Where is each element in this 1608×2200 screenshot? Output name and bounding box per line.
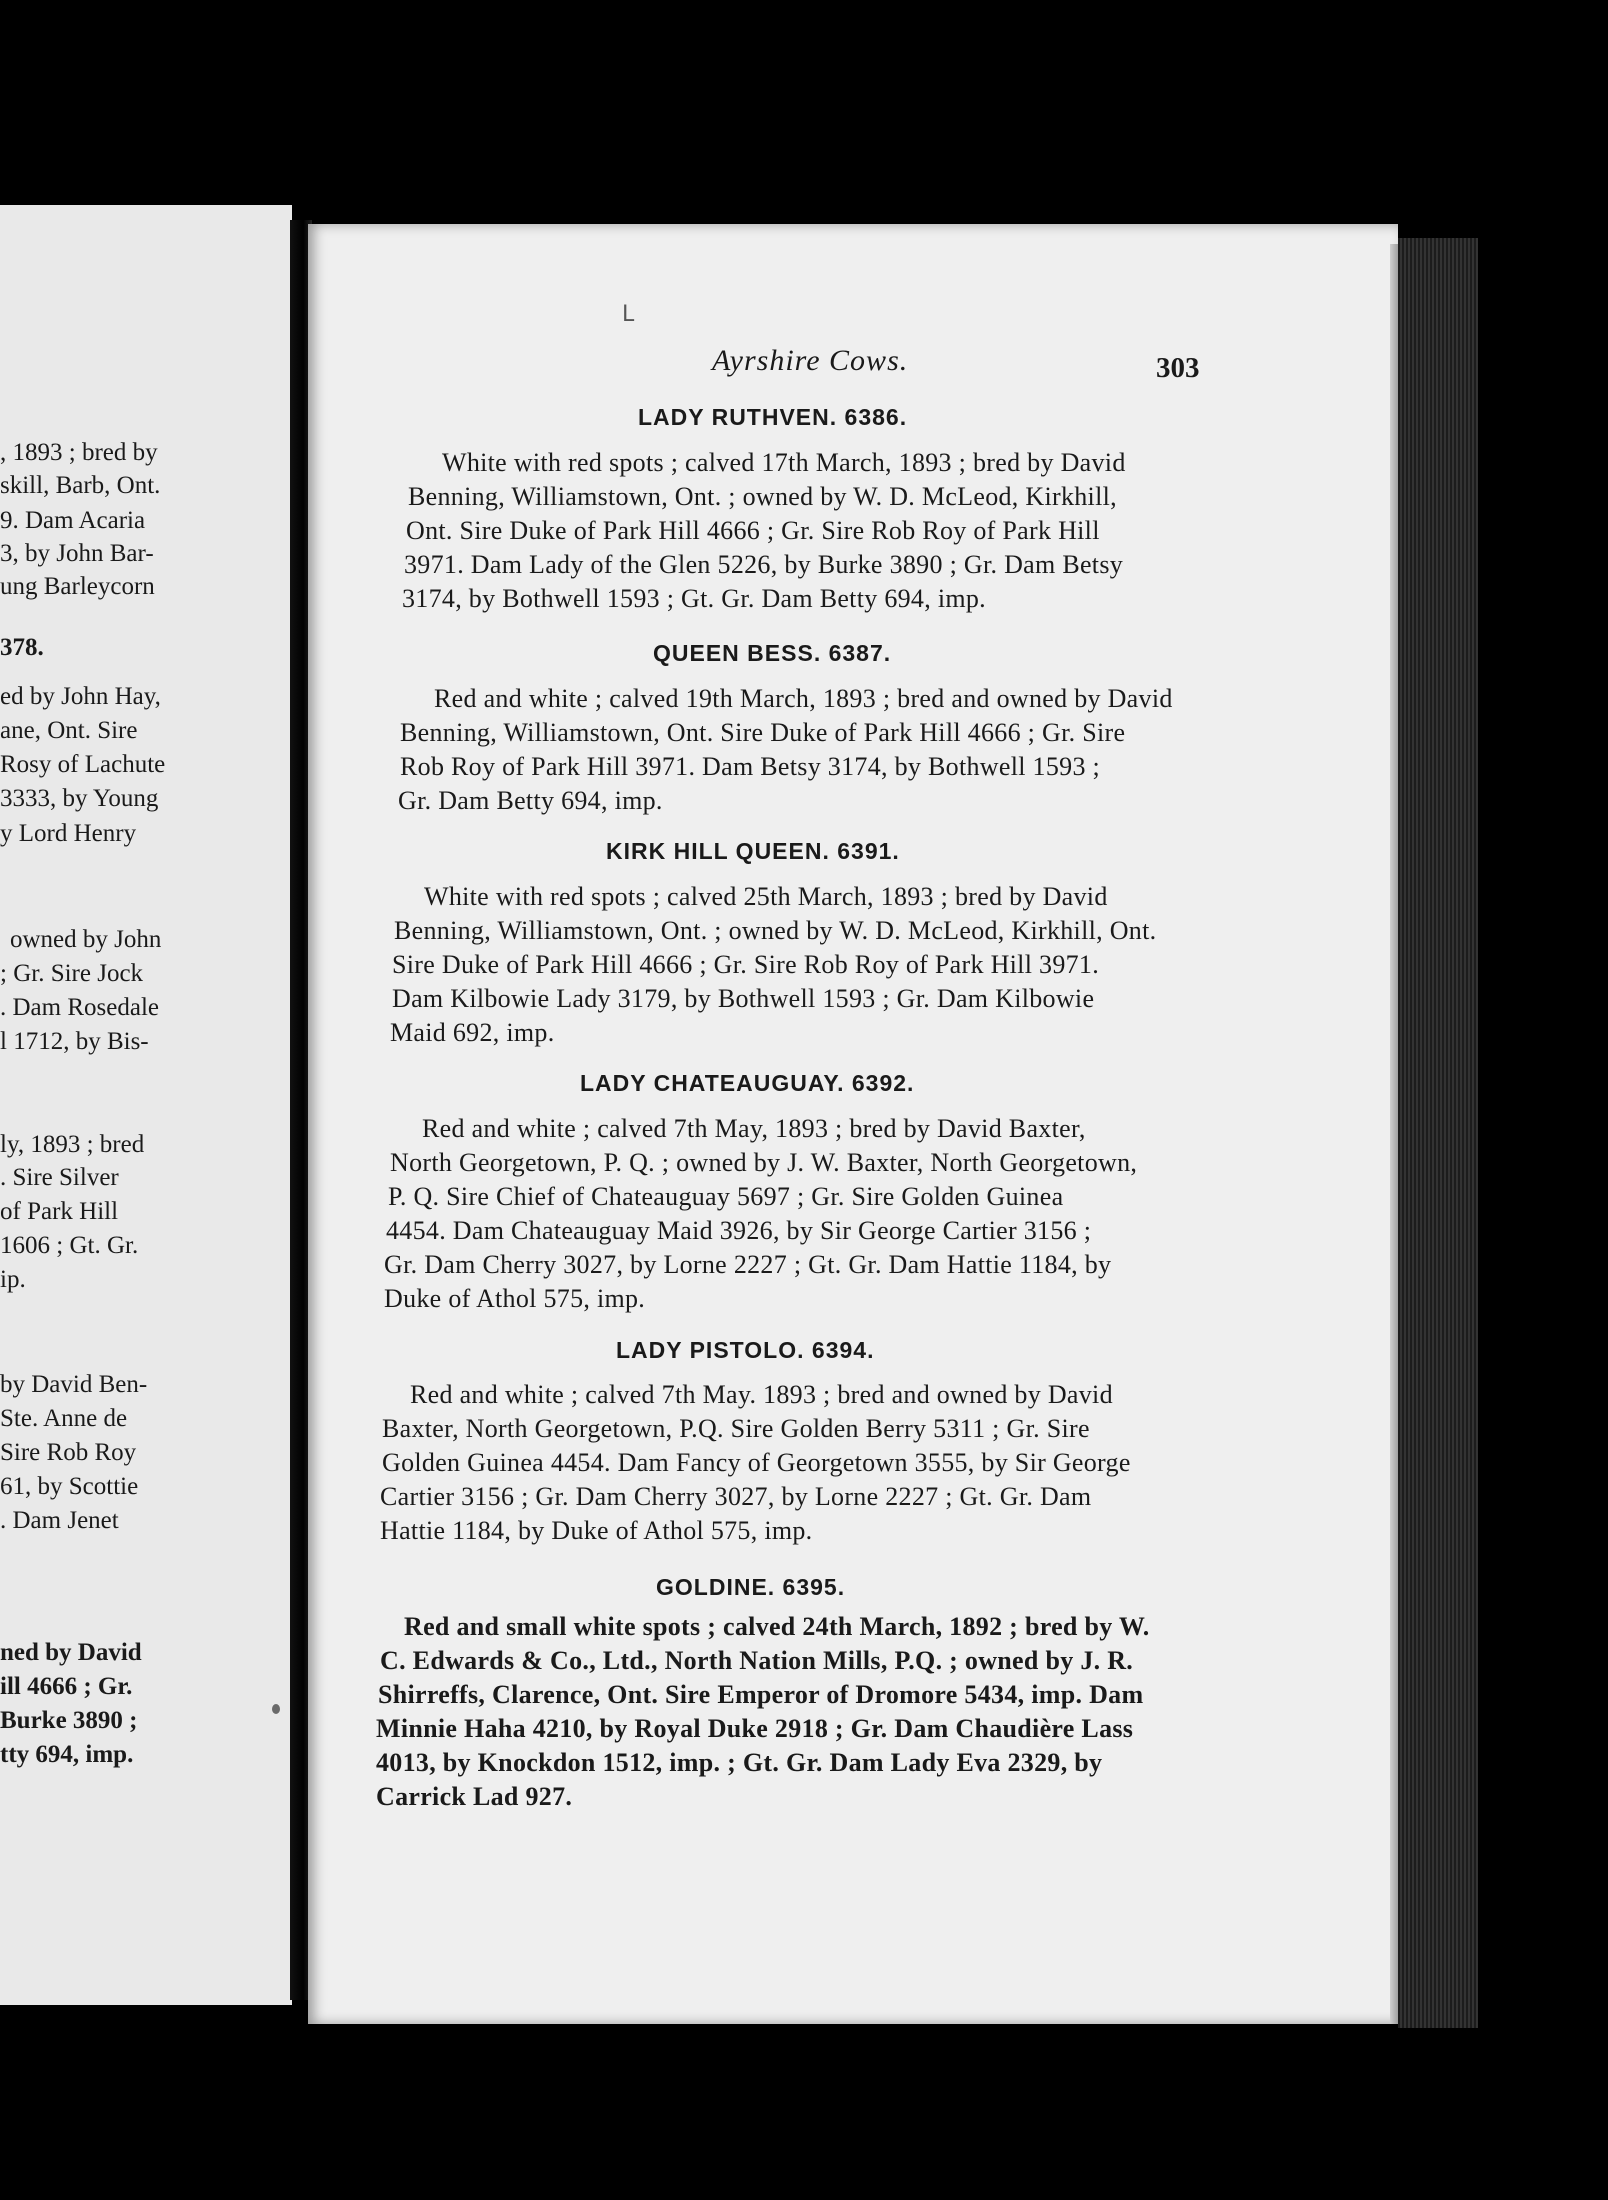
entry-text-line: Dam Kilbowie Lady 3179, by Bothwell 1593 ; Gr. Dam Kilbowie [392, 984, 1095, 1013]
entry-heading: LADY PISTOLO. 6394. [616, 1337, 875, 1363]
left-text-line: Ste. Anne de [0, 1405, 128, 1432]
entry-text-line: Gr. Dam Betty 694, imp. [398, 786, 663, 815]
left-text-line: ane, Ont. Sire [0, 717, 138, 744]
entry-heading: LADY RUTHVEN. 6386. [638, 404, 908, 430]
left-text-line: 3333, by Young [0, 785, 159, 812]
left-text-line: tty 694, imp. [0, 1741, 134, 1768]
entry-text-line: North Georgetown, P. Q. ; owned by J. W. Baxter, North Georgetown, [390, 1148, 1138, 1177]
left-page-fragment [0, 205, 292, 2005]
entry-heading: KIRK HILL QUEEN. 6391. [606, 838, 900, 864]
left-text-line: ; Gr. Sire Jock [0, 960, 144, 987]
left-text-line: 61, by Scottie [0, 1473, 139, 1500]
entry-text-line: Red and white ; calved 19th March, 1893 ; bred and owned by David [434, 684, 1173, 713]
left-text-line: ned by David [0, 1639, 142, 1666]
entry-heading: GOLDINE. 6395. [656, 1574, 846, 1600]
entry-text-line: White with red spots ; calved 17th March, 1893 ; bred by David [442, 448, 1126, 477]
entry-heading: LADY CHATEAUGUAY. 6392. [580, 1070, 915, 1096]
book-page-edges [1398, 238, 1478, 2028]
left-text-line: owned by John [10, 926, 162, 953]
entry-text-line: Benning, Williamstown, Ont. ; owned by W. D. McLeod, Kirkhill, [408, 482, 1117, 511]
entry-text-line: Carrick Lad 927. [376, 1782, 573, 1811]
left-text-line: l 1712, by Bis- [0, 1028, 149, 1055]
left-text-line: by David Ben- [0, 1371, 148, 1398]
entry-text-line: P. Q. Sire Chief of Chateauguay 5697 ; Gr. Sire Golden Guinea [388, 1182, 1064, 1211]
entry-text-line: Maid 692, imp. [390, 1018, 555, 1047]
left-text-line: y Lord Henry [0, 820, 137, 847]
left-text-line: , 1893 ; bred by [0, 439, 158, 466]
entry-text-line: Gr. Dam Cherry 3027, by Lorne 2227 ; Gt. Gr. Dam Hattie 1184, by [384, 1250, 1112, 1279]
entry-text-line: Benning, Williamstown, Ont. ; owned by W. D. McLeod, Kirkhill, Ont. [394, 916, 1157, 945]
entry-text-line: Baxter, North Georgetown, P.Q. Sire Golden Berry 5311 ; Gr. Sire [382, 1414, 1090, 1443]
left-text-line: ed by John Hay, [0, 683, 161, 710]
entry-text-line: Minnie Haha 4210, by Royal Duke 2918 ; Gr. Dam Chaudière Lass [376, 1714, 1134, 1743]
left-text-line: Rosy of Lachute [0, 751, 166, 778]
entry-text-line: 3174, by Bothwell 1593 ; Gt. Gr. Dam Betty 694, imp. [402, 584, 986, 613]
entry-text-line: 4013, by Knockdon 1512, imp. ; Gt. Gr. Dam Lady Eva 2329, by [376, 1748, 1103, 1777]
left-text-line: 1606 ; Gt. Gr. [0, 1232, 139, 1259]
entry-text-line: Golden Guinea 4454. Dam Fancy of Georgetown 3555, by Sir George [382, 1448, 1131, 1477]
left-text-line: skill, Barb, Ont. [0, 472, 161, 499]
entry-text-line: 4454. Dam Chateauguay Maid 3926, by Sir George Cartier 3156 ; [386, 1216, 1092, 1245]
pencil-mark: L [622, 302, 635, 327]
left-text-line: of Park Hill [0, 1198, 119, 1225]
left-text-line: ly, 1893 ; bred [0, 1131, 145, 1158]
entry-text-line: Shirreffs, Clarence, Ont. Sire Emperor of Dromore 5434, imp. Dam [378, 1680, 1144, 1709]
entry-text-line: Sire Duke of Park Hill 4666 ; Gr. Sire Rob Roy of Park Hill 3971. [392, 950, 1100, 979]
entry-text-line: Cartier 3156 ; Gr. Dam Cherry 3027, by Lorne 2227 ; Gt. Gr. Dam [380, 1482, 1092, 1511]
entry-text-line: Benning, Williamstown, Ont. Sire Duke of Park Hill 4666 ; Gr. Sire [400, 718, 1126, 747]
left-text-line: 9. Dam Acaria [0, 507, 146, 534]
entry-heading: QUEEN BESS. 6387. [653, 640, 892, 666]
entry-text-line: Red and white ; calved 7th May. 1893 ; bred and owned by David [410, 1380, 1113, 1409]
left-text-line: Sire Rob Roy [0, 1439, 137, 1466]
left-text-line: ip. [0, 1266, 26, 1293]
entry-text-line: C. Edwards & Co., Ltd., North Nation Mills, P.Q. ; owned by J. R. [380, 1646, 1134, 1675]
left-text-line: Burke 3890 ; [0, 1707, 138, 1734]
entry-text-line: Ont. Sire Duke of Park Hill 4666 ; Gr. Sire Rob Roy of Park Hill [406, 516, 1100, 545]
left-text-line: 3, by John Bar- [0, 540, 154, 567]
left-text-line: . Sire Silver [0, 1164, 119, 1191]
entry-text-line: Duke of Athol 575, imp. [384, 1284, 646, 1313]
left-text-line: 378. [0, 634, 44, 661]
entry-text-line: White with red spots ; calved 25th March, 1893 ; bred by David [424, 882, 1108, 911]
entry-text-line: Rob Roy of Park Hill 3971. Dam Betsy 3174, by Bothwell 1593 ; [400, 752, 1101, 781]
entry-text-line: 3971. Dam Lady of the Glen 5226, by Burke 3890 ; Gr. Dam Betsy [404, 550, 1124, 579]
left-text-line: . Dam Rosedale [0, 994, 159, 1021]
entry-text-line: Red and small white spots ; calved 24th March, 1892 ; bred by W. [404, 1612, 1150, 1641]
running-head: Ayrshire Cows. [712, 344, 909, 377]
page-number: 303 [1156, 352, 1200, 384]
entry-text-line: Hattie 1184, by Duke of Athol 575, imp. [380, 1516, 813, 1545]
left-text-line: . Dam Jenet [0, 1507, 119, 1534]
left-text-line: ung Barleycorn [0, 573, 155, 600]
left-text-line: ill 4666 ; Gr. [0, 1673, 133, 1700]
entry-text-line: Red and white ; calved 7th May, 1893 ; bred by David Baxter, [422, 1114, 1086, 1143]
ink-spot [272, 1704, 280, 1714]
